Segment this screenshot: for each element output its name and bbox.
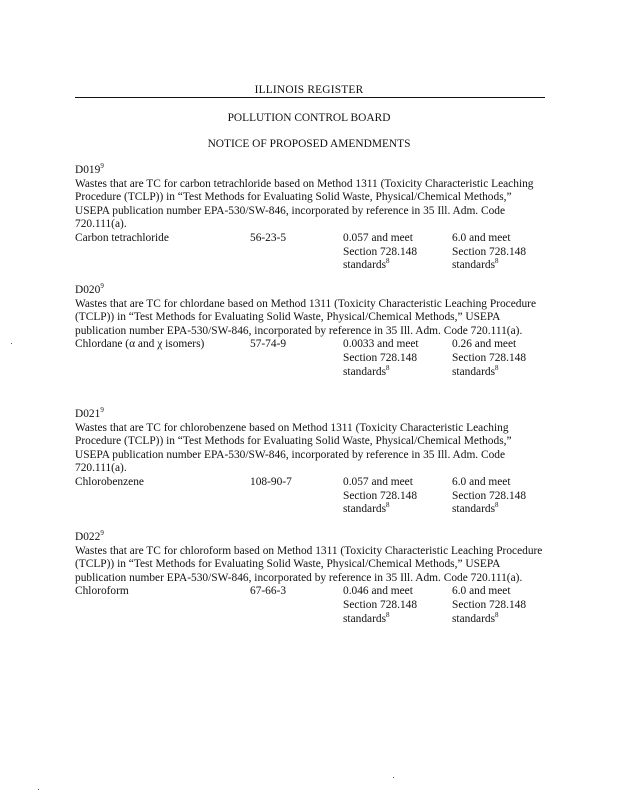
board-title: POLLUTION CONTROL BOARD [227,112,391,124]
waste-code: $D022^9$ [75,529,104,543]
constituent-name: Chloroform [75,585,129,598]
constituent-name: Carbon tetrachloride [75,231,169,244]
waste-code: $D019^9$ [75,162,104,176]
nonwastewater-standard: 0.26 and meet Section 728.148 standards$^8$ [452,338,527,378]
header-rule [75,97,545,98]
register-title: ILLINOIS REGISTER [254,84,364,96]
scan-speck [38,789,39,790]
waste-description: Wastes that are TC for chlordane based on Method 1311 (Toxicity Characteristic Leaching Procedure (TCLP)) in “Test Methods for Evaluating Solid Waste, Physical/Chemical Methods,” USEPA publication number EPA-530/SW-846, incorporated by reference in 35 Ill. Adm. Code 720.111(a). [75,297,537,337]
waste-code: $D020^9$ [75,282,104,296]
waste-code: $D021^9$ [75,406,104,420]
cas-number: 108-90-7 [250,475,292,488]
waste-entry-d019 [75,164,547,274]
scan-speck [393,777,394,778]
cas-number: 57-74-9 [250,338,287,351]
waste-description: Wastes that are TC for chloroform based on Method 1311 (Toxicity Characteristic Leaching Procedure (TCLP)) in “Test Methods for Evaluating Solid Waste, Physical/Chemical Methods,” USEPA publication number EPA-530/SW-846, incorporated by reference in 35 Ill. Adm. Code 720.111(a). [75,544,543,584]
wastewater-standard: 0.0033 and meet Section 728.148 standards$^8$ [343,338,419,378]
waste-entry-d021 [75,408,547,518]
notice-title: NOTICE OF PROPOSED AMENDMENTS [207,138,411,150]
wastewater-standard: 0.057 and meet Section 728.148 standards$^8$ [343,475,418,516]
constituent-row [75,338,547,380]
waste-entry-d020 [75,284,547,380]
nonwastewater-standard: 6.0 and meet Section 728.148 standards$^8$ [452,585,527,625]
wastewater-standard: 0.057 and meet Section 728.148 standards$^8$ [343,231,418,272]
constituent-row [75,585,547,627]
waste-description: Wastes that are TC for carbon tetrachloride based on Method 1311 (Toxicity Characteristic Leaching Procedure (TCLP)) in “Test Methods for Evaluating Solid Waste, Physical/Chemical Methods,” USEPA publication number EPA-530/SW-846, incorporated by reference in 35 Ill. Adm. Code 720.111(a). [75,177,534,231]
scan-speck [11,343,12,344]
cas-number: 67-66-3 [250,585,287,598]
wastewater-standard: 0.046 and meet Section 728.148 standards$^8$ [343,585,418,625]
nonwastewater-standard: 6.0 and meet Section 728.148 standards$^8$ [452,475,527,516]
constituent-name: Chlorobenzene [75,475,144,488]
cas-number: 56-23-5 [250,231,287,244]
constituent-row [75,232,547,274]
constituent-name: Chlordane (α and χ isomers) [75,338,205,351]
constituent-row [75,476,547,518]
waste-description: Wastes that are TC for chlorobenzene based on Method 1311 (Toxicity Characteristic Leaching Procedure (TCLP)) in “Test Methods for Evaluating Solid Waste, Physical/Chemical Methods,” USEPA publication number EPA-530/SW-846, incorporated by reference in 35 Ill. Adm. Code 720.111(a). [75,421,512,475]
nonwastewater-standard: 6.0 and meet Section 728.148 standards$^8$ [452,231,527,272]
waste-entry-d022 [75,531,547,627]
